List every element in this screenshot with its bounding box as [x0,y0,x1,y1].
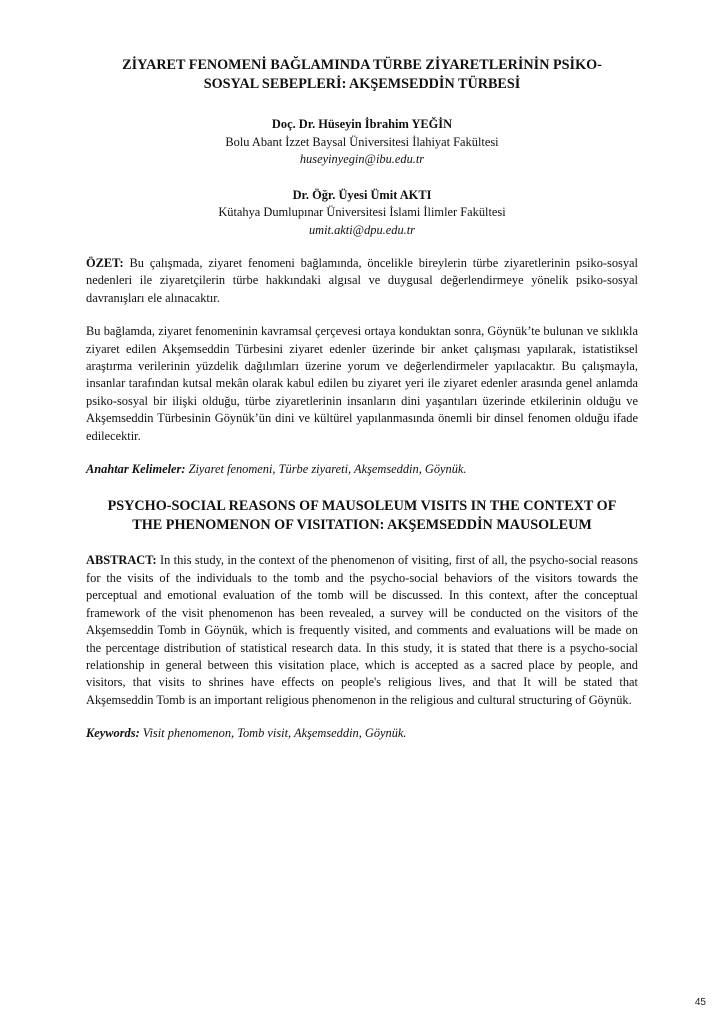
page-content [86,56,638,743]
page-number: 45 [694,997,706,1008]
author-affiliation: Bolu Abant İzzet Baysal Üniversitesi İlahiyat Fakültesi [225,134,499,149]
english-title [86,497,638,535]
turkish-keywords-text: Ziyaret fenomeni, Türbe ziyareti, Akşemseddin, Göynük. [185,462,467,477]
abstract-paragraph [86,552,638,709]
english-keywords-text: Visit phenomenon, Tomb visit, Akşemseddin, Göynük. [139,726,407,741]
turkish-title-line-1: ZİYARET FENOMENİ BAĞLAMINDA TÜRBE ZİYARETLERİNİN PSİKO- [122,57,602,73]
english-keywords [86,725,638,742]
english-title-line-1: PSYCHO-SOCIAL REASONS OF MAUSOLEUM VISITS IN THE CONTEXT OF [107,498,617,515]
english-keywords-label: Keywords: [86,726,140,741]
author-affiliation: Kütahya Dumlupınar Üniversitesi İslami İlimler Fakültesi [218,205,506,219]
turkish-keywords-label: Anahtar Kelimeler: [86,462,186,477]
author-email: umit.akti@dpu.edu.tr [308,222,416,237]
author-block-1 [86,116,638,169]
turkish-title-line-2: SOSYAL SEBEPLERİ: AKŞEMSEDDİN TÜRBESİ [203,76,521,92]
turkish-title [86,56,638,94]
abstract-label: ABSTRACT: [86,553,157,568]
ozet-paragraph [86,255,638,307]
english-title-line-2: THE PHENOMENON OF VISITATION: AKŞEMSEDDİN MAUSOLEUM [132,517,592,534]
author-name: Dr. Öğr. Üyesi Ümit AKTI [292,187,432,202]
abstract-text: In this study, in the context of the phenomenon of visiting, first of all, the psycho-social reasons for the visits of the individuals to the tomb and the psycho-social behaviors of the visitors towards the perceptual and emotional evaluation of the tomb will be discussed. In this context, after the conceptual framework of the visit phenomenon has been revealed, a survey will be conducted on the visitors of the Akşemseddin Tomb in Göynük, which is frequently visited, and comments and evaluations will be made on the percentage distribution of statistical research data. In this study, it is stated that there is a psycho-social relationship in general between this visitation place, which is accepted as a sacred place by people, and visitors, that visits to shrines have effects on people's religious lives, and that It will be stated that Akşemseddin Tomb is an important religious phenomenon in the religious and cultural structuring of Göynük. [86,553,638,707]
ozet-label: ÖZET: [86,256,124,270]
ozet-paragraph-2: Bu bağlamda, ziyaret fenomeninin kavramsal çerçevesi ortaya konduktan sonra, Göynük’te bulunan ve sıklıkla ziyaret edilen Akşemseddin Türbesini ziyaret edenler üzerinde bir anket çalışması yapılarak, istatistiksel araştırma verilerinin yüzdelik dağılımları üzerine yorum ve değerlendirmeler yapılacaktır. Bu çalışmayla, insanlar tarafından kutsal mekân olarak kabul edilen bu ziyaret yeri ile ziyaret edenler arasında genel anlamda psiko-sosyal bir ilişki olduğu, türbe ziyaretlerinin insanların dini yaşantıları üzerinde etkilerinin olduğu ve Akşemseddin Türbesinin Göynük’ün dini ve kültürel yapılanmasında önemli bir dinsel fenomen olduğu ifade edilecektir. [86,324,638,443]
author-block-2 [86,187,638,240]
ozet-text: Bu çalışmada, ziyaret fenomeni bağlamında, öncelikle bireylerin türbe ziyaretlerinin psiko-sosyal nedenleri ile ziyaretçilerin türbe hakkındaki algısal ve duygusal değerlendirmeye yönelik psiko-sosyal davranışları ele alınacaktır. [86,256,638,305]
turkish-keywords [86,461,638,478]
author-name: Doç. Dr. Hüseyin İbrahim YEĞİN [271,117,453,131]
author-email: huseyinyegin@ibu.edu.tr [299,152,425,166]
